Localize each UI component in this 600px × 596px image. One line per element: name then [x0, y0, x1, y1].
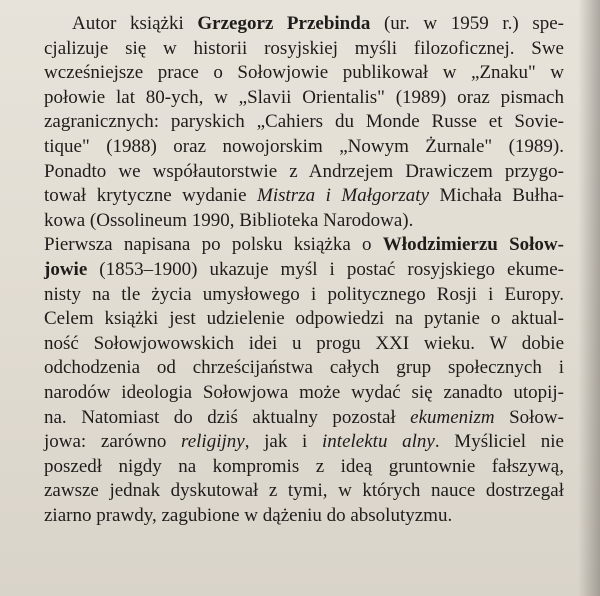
text-line [44, 233, 564, 257]
text-run: jowa: zarówno [44, 431, 182, 453]
italic-text: religijny [181, 431, 245, 453]
italic-text: intelektu alny [322, 431, 435, 453]
text-line [44, 184, 564, 208]
text-line [44, 209, 564, 233]
text-line [44, 307, 564, 331]
text-run: poszedł nigdy na kompromis z ideą gruntownie fałszywą, [44, 455, 564, 477]
text-run: Ponadto we współautorstwie z Andrzejem Drawiczem przygo- [44, 160, 564, 182]
text-run: Pierwsza napisana po polsku książka o [44, 234, 383, 256]
text-line [44, 110, 564, 134]
text-line [72, 12, 564, 36]
text-line [44, 356, 564, 380]
text-run: . Myśliciel nie [434, 431, 564, 453]
text-run: ziarno prawdy, zagubione w dążeniu do absolutyzmu. [44, 505, 453, 526]
bold-text: Grzegorz Przebinda [197, 13, 371, 34]
text-line [44, 455, 564, 479]
text-line [44, 86, 564, 110]
text-run: narodów ideologia Sołowjowa może wydać się zanadto utopij- [44, 382, 564, 403]
bold-text: jowie [44, 259, 88, 280]
bold-text: Włodzimierzu Sołow- [382, 234, 564, 256]
text-line [44, 430, 564, 454]
text-run: połowie lat 80-ych, w „Slavii Orientalis" (1989) oraz pismach [44, 86, 564, 108]
text-run: odchodzenia od chrześcijaństwa całych grup społecznych i [44, 357, 564, 379]
text-line [44, 332, 564, 356]
text-line [44, 61, 564, 85]
text-run: kowa (Ossolineum 1990, Biblioteka Narodowa). [44, 209, 414, 231]
italic-text: Mistrza i Małgorzaty [257, 185, 430, 207]
text-run: , jak i [244, 431, 323, 453]
text-run: ność Sołowjowowskich idei u progu XXI wieku. W dobie [44, 332, 564, 354]
text-run: na. Natomiast do dziś aktualny pozostał [44, 406, 411, 428]
text-run: nisty na tle życia umysłowego i politycznego Rosji i Europy. [44, 283, 564, 305]
text-run: Celem książki jest udzielenie odpowiedzi na pytanie o aktual- [44, 308, 564, 330]
text-line [44, 135, 564, 159]
text-run: Autor książki [72, 13, 198, 34]
text-run: Michała Bułha- [429, 185, 565, 207]
text-line [44, 37, 564, 61]
text-run: tował krytyczne wydanie [44, 185, 258, 207]
text-run: wcześniejsze prace o Sołowjowie publikował w „Znaku" w [44, 62, 564, 84]
text-line [44, 258, 564, 282]
text-line [44, 504, 564, 528]
text-line [44, 479, 564, 503]
text-line [44, 381, 564, 405]
text-line [44, 160, 564, 184]
text-run: (ur. w 1959 r.) spe- [370, 13, 564, 34]
text-run: cjalizuje się w historii rosyjskiej myśli filozoficznej. Swe [44, 37, 564, 59]
page-edge-shadow [578, 0, 600, 596]
text-run: zagranicznych: paryskich „Cahiers du Monde Russe et Sovie- [44, 111, 564, 133]
text-run: Sołow- [494, 406, 564, 428]
text-run: zawsze jednak dyskutował z tymi, w których nauce dostrzegał [44, 480, 564, 502]
text-run: tique" (1988) oraz nowojorskim „Nowym Żurnale" (1989). [44, 136, 564, 157]
text-line [44, 283, 564, 307]
text-run: (1853–1900) ukazuje myśl i postać rosyjskiego ekume- [87, 259, 564, 280]
italic-text: ekumenizm [410, 406, 495, 428]
text-line [44, 406, 564, 430]
